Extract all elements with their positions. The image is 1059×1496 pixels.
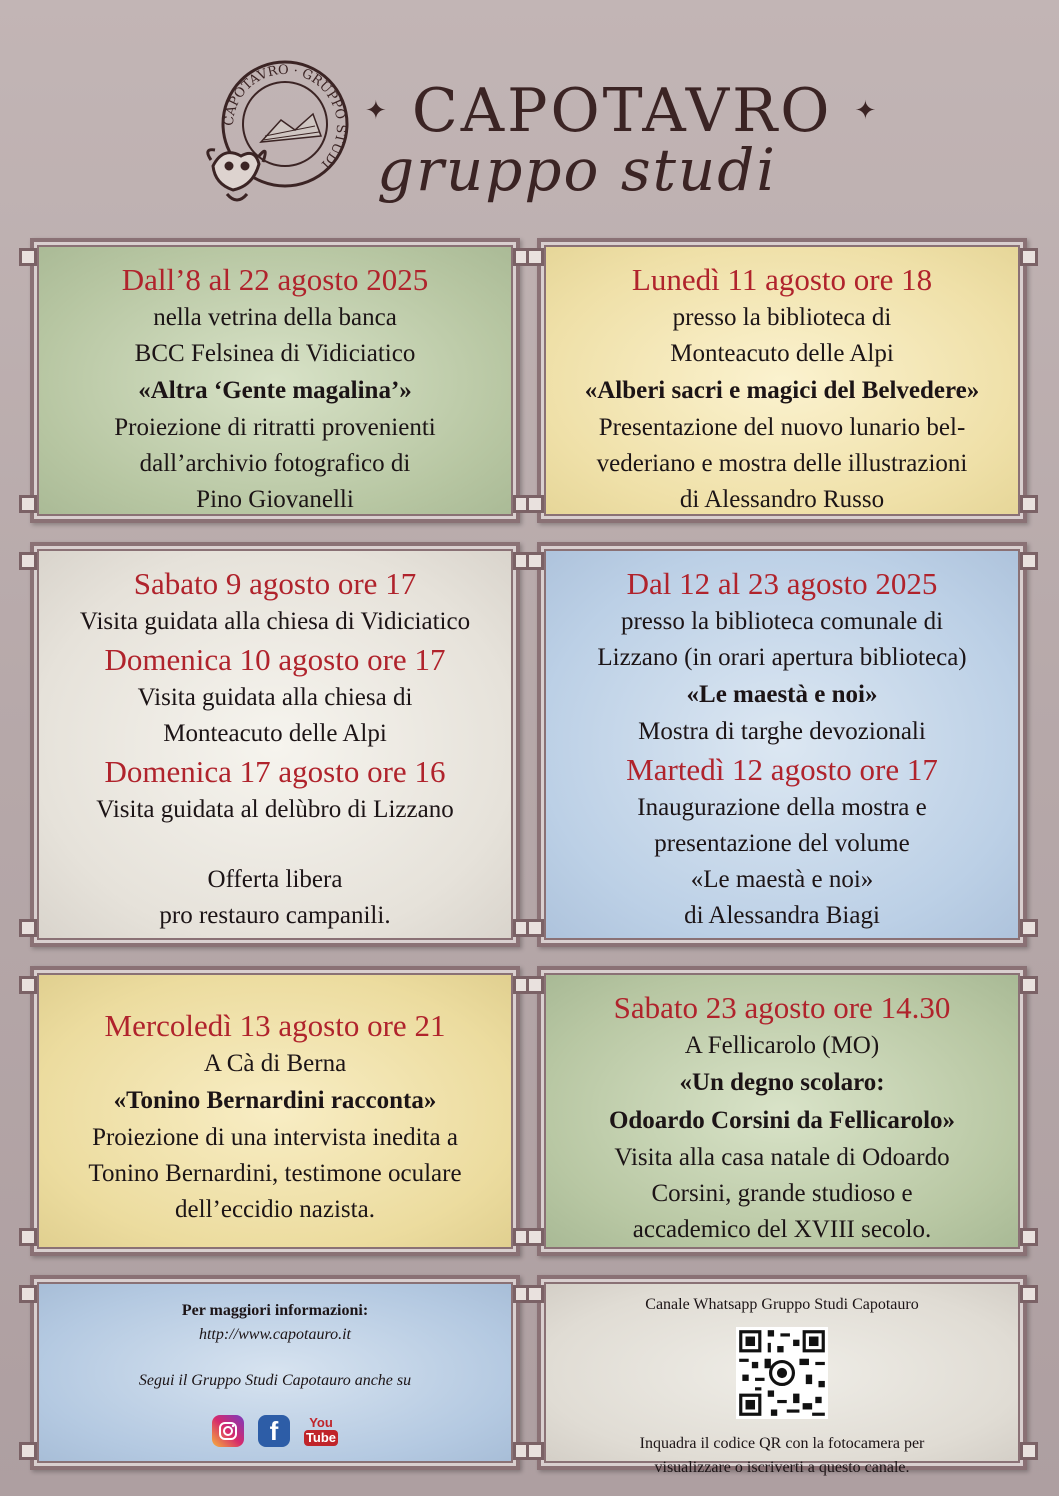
info-label: Per maggiori informazioni: — [181, 1302, 369, 1319]
info-box — [30, 1275, 520, 1470]
event-date: Sabato 9 agosto ore 17 — [133, 566, 417, 601]
ornament-right: ✦ — [854, 96, 880, 126]
event-note: Offerta libera — [207, 866, 343, 893]
event-box-5 — [30, 966, 520, 1256]
qr-code-icon[interactable] — [736, 1327, 828, 1419]
event-date: Mercoledì 13 agosto ore 21 — [104, 1008, 446, 1043]
event-box-6 — [537, 966, 1027, 1256]
title-text-1: CAPOTAVRO — [411, 76, 833, 146]
event-date: Martedì 12 agosto ore 17 — [626, 752, 938, 787]
event-line: presentazione del volume — [654, 830, 910, 857]
qr-instruction: Inquadra il codice QR con la fotocamera per — [639, 1435, 925, 1452]
event-date: Domenica 17 agosto ore 16 — [104, 754, 446, 789]
ornament-left: ✦ — [365, 96, 390, 126]
event-line: presso la biblioteca di — [672, 304, 892, 331]
youtube-tube: Tube — [305, 1430, 337, 1445]
event-line: Visita guidata alla chiesa di — [137, 684, 413, 711]
event-date: Dall’8 al 22 agosto 2025 — [121, 262, 429, 297]
event-line: Visita guidata al delùbro di Lizzano — [96, 796, 454, 823]
event-title: «Le maestà e noi» — [686, 681, 878, 708]
event-desc: di Alessandro Russo — [679, 486, 885, 513]
follow-text: Segui il Gruppo Studi Capotauro anche su — [138, 1372, 412, 1389]
event-desc: Corsini, grande studioso e — [651, 1180, 913, 1207]
event-desc: Pino Giovanelli — [196, 486, 354, 513]
event-line: Monteacuto delle Alpi — [163, 720, 387, 747]
website-link[interactable]: http://www.capotauro.it — [198, 1326, 351, 1343]
event-line: Mostra di targhe devozionali — [638, 718, 926, 745]
event-date: Lunedì 11 agosto ore 18 — [631, 262, 933, 297]
event-date: Sabato 23 agosto ore 14.30 — [613, 990, 951, 1025]
event-line: presso la biblioteca comunale di — [620, 608, 944, 635]
event-line: di Alessandra Biagi — [684, 902, 880, 929]
qr-instruction: visualizzare o iscriverti a questo canale. — [654, 1459, 910, 1476]
event-line: Lizzano (in orari apertura biblioteca) — [597, 644, 967, 671]
whatsapp-box — [537, 1275, 1027, 1476]
event-desc: Proiezione di una intervista inedita a — [92, 1124, 458, 1151]
event-box-2 — [537, 238, 1027, 523]
whatsapp-channel-label: Canale Whatsapp Gruppo Studi Capotauro — [645, 1296, 919, 1313]
facebook-letter: f — [269, 1415, 279, 1446]
event-line: «Le maestà e noi» — [690, 866, 874, 893]
event-date: Domenica 10 agosto ore 17 — [104, 642, 446, 677]
event-desc: Tonino Bernardini, testimone oculare — [88, 1160, 462, 1187]
header — [195, 48, 880, 218]
social-icons — [34, 1415, 516, 1447]
event-title: «Tonino Bernardini racconta» — [113, 1087, 437, 1114]
event-desc: accademico del XVIII secolo. — [632, 1216, 932, 1243]
event-line: Inaugurazione della mostra e — [637, 794, 927, 821]
title-line-2: gruppo studi — [377, 136, 777, 204]
event-title: Odoardo Corsini da Fellicarolo» — [608, 1107, 956, 1134]
event-desc: Visita alla casa natale di Odoardo — [614, 1144, 950, 1171]
event-title: «Altra ‘Gente magalina’» — [138, 377, 412, 404]
capotauro-logo — [203, 56, 353, 206]
event-box-3 — [30, 542, 520, 947]
event-box-1 — [30, 238, 520, 523]
youtube-you: You — [309, 1415, 333, 1430]
event-desc: dall’archivio fotografico di — [139, 450, 411, 477]
event-desc: dell’eccidio nazista. — [175, 1196, 375, 1223]
event-title: «Alberi sacri e magici del Belvedere» — [584, 377, 980, 404]
event-desc: Presentazione del nuovo lunario bel- — [598, 414, 966, 441]
instagram-icon[interactable] — [212, 1415, 244, 1447]
event-desc: vederiano e mostra delle illustrazioni — [596, 450, 968, 477]
event-desc: Proiezione di ritratti provenienti — [114, 414, 436, 441]
svg-text:CAPOTAVRO · GRUPPO STUDI: CAPOTAVRO · GRUPPO STUDI — [221, 62, 349, 172]
youtube-icon[interactable] — [304, 1415, 338, 1447]
event-date: Dal 12 al 23 agosto 2025 — [626, 566, 938, 601]
event-line: BCC Felsinea di Vidiciatico — [134, 340, 416, 367]
event-box-4 — [537, 542, 1027, 947]
event-line: Monteacuto delle Alpi — [670, 340, 894, 367]
event-line: Visita guidata alla chiesa di Vidiciatico — [79, 608, 471, 635]
event-title: «Un degno scolaro: — [679, 1069, 885, 1096]
event-line: A Cà di Berna — [203, 1050, 347, 1077]
facebook-icon[interactable] — [258, 1415, 290, 1447]
event-line: A Fellicarolo (MO) — [684, 1032, 880, 1059]
event-note: pro restauro campanili. — [159, 902, 391, 929]
event-line: nella vetrina della banca — [153, 304, 397, 331]
